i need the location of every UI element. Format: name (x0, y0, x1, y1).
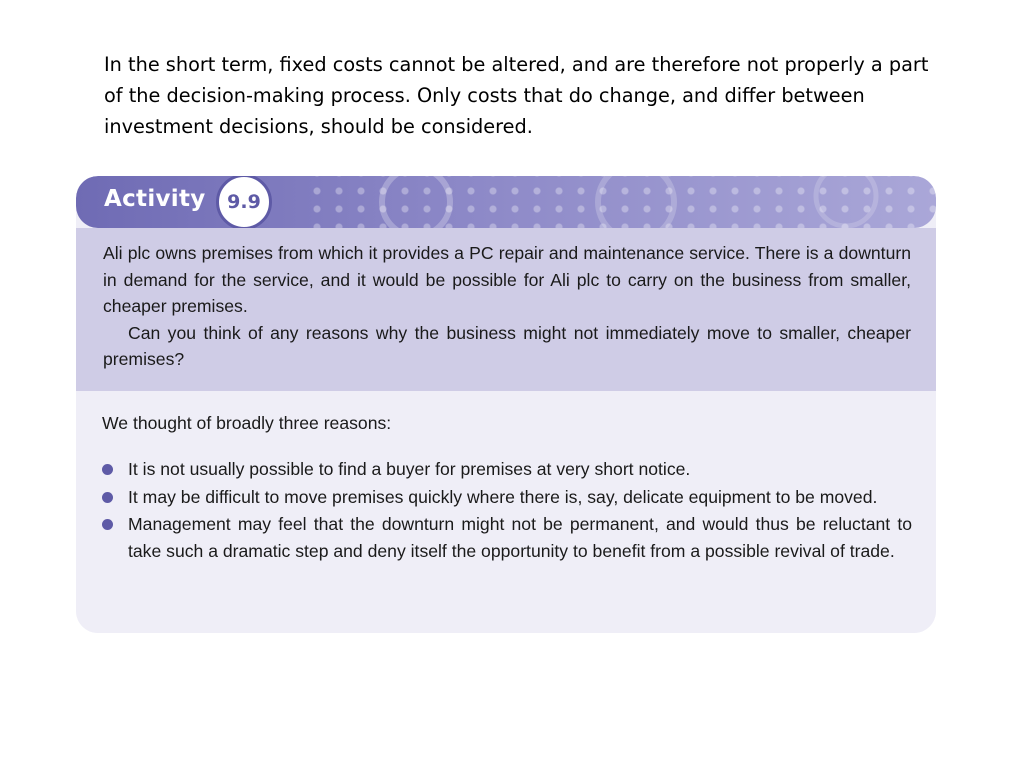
list-item (102, 456, 912, 483)
bullet-dot-icon (102, 519, 113, 530)
list-item-text: Management may feel that the downturn might not be permanent, and would thus be reluctant to take such a dramatic step and deny itself the opportunity to benefit from a possible revival of trade. (128, 514, 912, 561)
bullet-dot-icon (102, 492, 113, 503)
answer-bullet-list (102, 456, 912, 565)
question-panel (76, 228, 936, 391)
question-paragraph-1: Ali plc owns premises from which it provides a PC repair and maintenance service. There is a downturn in demand for the service, and it would be possible for Ali plc to carry on the business from smaller, cheaper premises. (103, 243, 911, 316)
list-item-text: It may be difficult to move premises quickly where there is, say, delicate equipment to be moved. (128, 486, 878, 507)
activity-box (76, 176, 936, 633)
activity-header (76, 176, 936, 228)
header-arc-decoration (306, 176, 936, 228)
answer-panel (76, 391, 936, 633)
activity-number-badge: 9.9 (216, 176, 272, 228)
activity-label: Activity (104, 186, 206, 212)
list-item-text: It is not usually possible to find a buyer for premises at very short notice. (128, 459, 691, 479)
question-paragraph-2: Can you think of any reasons why the business might not immediately move to smaller, cheaper premises? (103, 322, 911, 369)
intro-paragraph: In the short term, fixed costs cannot be altered, and are therefore not properly a part of the decision-making process. Only costs that do change, and differ between investment decisions, should be considered. (104, 53, 929, 138)
bullet-dot-icon (102, 464, 113, 475)
answer-intro: We thought of broadly three reasons: (102, 413, 392, 433)
list-item (102, 484, 912, 511)
list-item (102, 511, 912, 564)
question-text (103, 240, 911, 373)
